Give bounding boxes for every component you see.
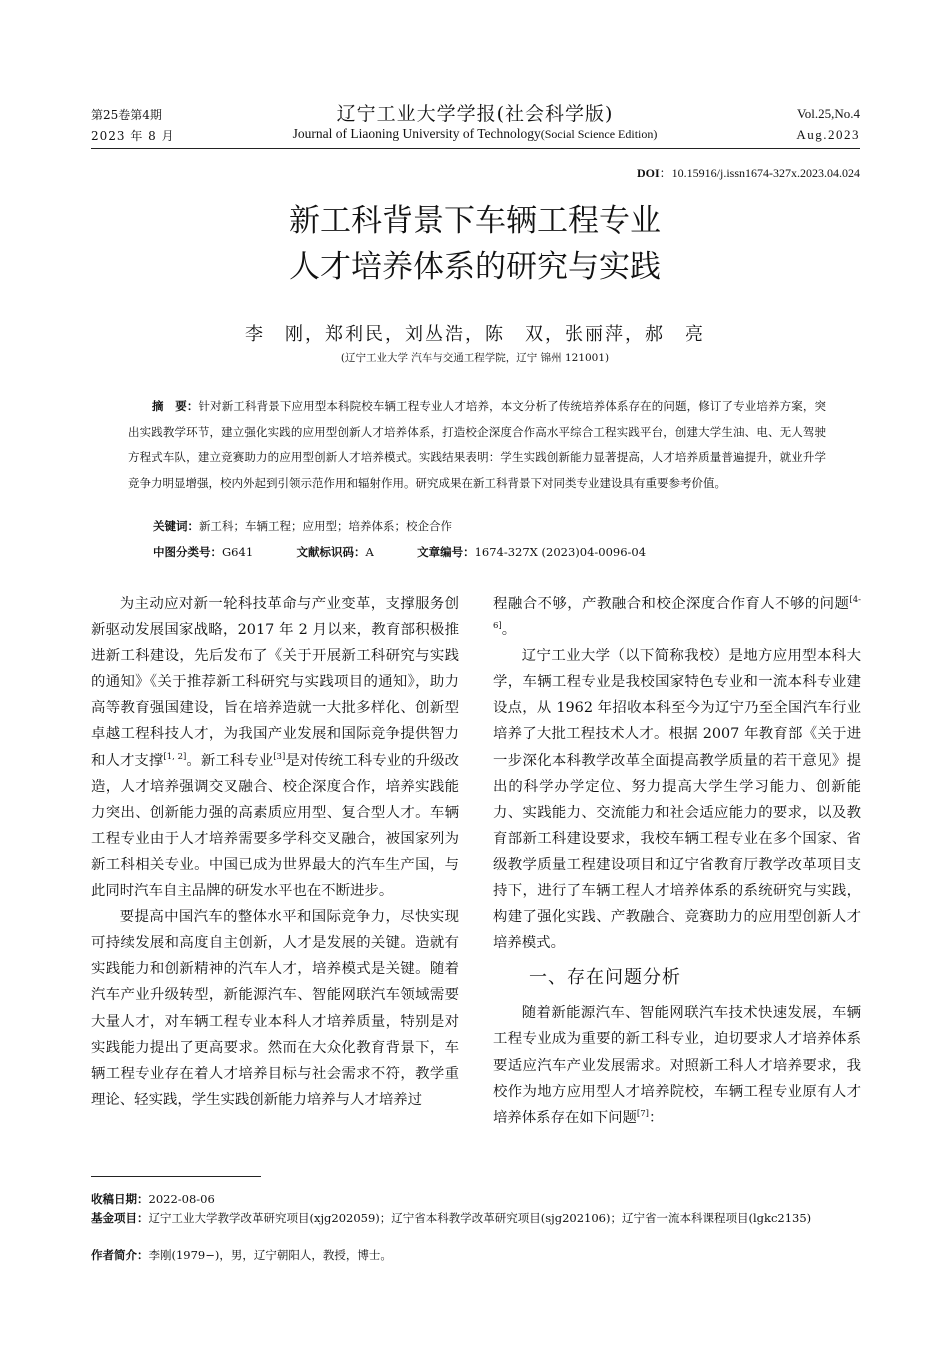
fund-value: 辽宁工业大学教学改革研究项目(xjg202059)；辽宁省本科教学改革研究项目(sjg202106)；辽宁省一流本科课程项目(lgkc2135) bbox=[148, 1211, 812, 1225]
doc-code-label: 文献标识码： bbox=[296, 545, 366, 559]
article-number-value: 1674-327X (2023)04-0096-04 bbox=[474, 545, 647, 559]
citation-ref[interactable]: [1, 2] bbox=[163, 751, 187, 762]
doi-label: DOI bbox=[636, 166, 660, 180]
section-heading: 一、存在问题分析 bbox=[529, 967, 681, 989]
affiliation: (辽宁工业大学 汽车与交通工程学院，辽宁 锦州 121001) bbox=[340, 352, 610, 364]
paragraph-text: 为主动应对新一轮科技革命与产业变革，支撑服务创新驱动发展国家战略，2017 年 2 月以来，教育部积极推进新工科建设，先后发布了《关于开展新工科研究与实践的通知》《关于推荐新工科研究与实践项目的通知》，助力高等教育强国建设，旨在培养造就一大批多样化、创新型卓越工程科技人才，为我国产业发展和国际竞争提供智力和人才支撑 bbox=[91, 596, 459, 769]
article-title bbox=[120, 198, 830, 290]
doc-code-value: A bbox=[365, 545, 374, 559]
paragraph-text: 是对传统工科专业的升级改造，人才培养强调交叉融合、校企深度合作，培养实践能力突出、创新能力强的高素质应用型、复合型人才。车辆工程专业由于人才培养需要多学科交叉融合，被国家列为新工科相关专业。中国已成为世界最大的汽车生产国，与此同时汽车自主品牌的研发水平也在不断进步。 bbox=[91, 752, 459, 900]
body-paragraph: 要提高中国汽车的整体水平和国际竞争力，尽快实现可持续发展和高度自主创新，人才是发展的关键。造就有实践能力和创新精神的汽车人才，培养模式是关键。随着汽车产业升级转型，新能源汽车、智能网联汽车领域需要大量人才，对车辆工程专业本科人才培养质量，特别是对实践能力提出了更高要求。然而在大众化教育背景下，车辆工程专业存在着人才培养目标与社会需求不符，教学重理论、轻实践，学生实践创新能力培养与人才培养过 bbox=[91, 909, 459, 1108]
paragraph-text: 随着新能源汽车、智能网联汽车技术快速发展，车辆工程专业成为重要的新工科专业，迫切要求人才培养体系要适应汽车产业发展需求。对照新工科人才培养要求，我校作为地方应用型人才培养院校，车辆工程专业原有人才培养体系存在如下问题 bbox=[493, 1005, 861, 1126]
clc-label: 中图分类号： bbox=[153, 545, 222, 559]
authors: 李 刚，郑利民，刘丛浩，陈 双，张丽萍，郝 亮 bbox=[245, 324, 705, 345]
keywords-label: 关键词： bbox=[153, 519, 199, 533]
volume-issue-en: Vol.25,No.4 bbox=[797, 106, 860, 121]
journal-title-en bbox=[230, 126, 720, 142]
date-en: Aug.2023 bbox=[796, 127, 860, 142]
received-value: 2022-08-06 bbox=[148, 1192, 215, 1206]
journal-title-en-main: Journal of Liaoning University of Technology bbox=[292, 126, 541, 141]
received-label: 收稿日期： bbox=[91, 1192, 149, 1206]
footnote-received bbox=[91, 1191, 861, 1208]
article-title-line1: 新工科背景下车辆工程专业 bbox=[289, 203, 661, 239]
clc-value: G641 bbox=[222, 545, 254, 559]
right-column bbox=[493, 591, 861, 1131]
paragraph-text: 。新工科专业 bbox=[186, 752, 274, 769]
left-column bbox=[91, 591, 459, 1113]
journal-title-en-sub: (Social Science Edition) bbox=[540, 127, 658, 141]
date-cn: 2023 年 8 月 bbox=[91, 129, 175, 143]
body-paragraph bbox=[91, 591, 459, 904]
body-paragraph bbox=[493, 591, 861, 643]
footnote-rule bbox=[91, 1176, 261, 1177]
author-value: 李刚(1979−)，男，辽宁朝阳人，教授，博士。 bbox=[148, 1248, 392, 1262]
journal-title-cn: 辽宁工业大学学报(社会科学版) bbox=[336, 103, 614, 125]
body-paragraph: 辽宁工业大学（以下简称我校）是地方应用型本科大学，车辆工程专业是我校国家特色专业和一流本科专业建设点，从 1962 年招收本科至今为辽宁乃至全国汽车行业培养了大批工程技术人才。根据 2007 年教育部《关于进一步深化本科教学改革全面提高教学质量的若干意见》提出的科学办学定位、努力提高大学生学习能力、创新能力、实践能力、交流能力和社会适应能力的要求，以及教育部新工科建设要求，我校车辆工程专业在多个国家、省级教学质量工程建设项目和辽宁省教育厅教学改革项目支持下，进行了车辆工程人才培养体系的系统研究与实践，构建了强化实践、产教融合、竞赛助力的应用型创新人才培养模式。 bbox=[493, 648, 861, 952]
article-title-line2: 人才培养体系的研究与实践 bbox=[289, 249, 661, 285]
abstract-label: 摘 要： bbox=[152, 399, 199, 413]
article-number-label: 文章编号： bbox=[417, 545, 475, 559]
footnote-author bbox=[91, 1247, 861, 1264]
footnote-fund bbox=[91, 1210, 933, 1227]
citation-ref[interactable]: [3] bbox=[273, 751, 286, 762]
author-label: 作者简介： bbox=[91, 1248, 149, 1262]
abstract-text: 针对新工科背景下应用型本科院校车辆工程专业人才培养，本文分析了传统培养体系存在的问题，修订了专业培养方案，突出实践教学环节，建立强化实践的应用型创新人才培养体系，打造校企深度合作高水平综合工程实践平台，创建大学生油、电、无人驾驶方程式车队，建立竞赛助力的应用型创新人才培养模式。实践结果表明：学生实践创新能力显著提高，人才培养质量普遍提升，就业升学竞争力明显增强，校内外起到引领示范作用和辐射作用。研究成果在新工科背景下对同类专业建设具有重要参考价值。 bbox=[128, 399, 827, 490]
header-rule bbox=[91, 148, 860, 149]
paragraph-text: ： bbox=[648, 1109, 664, 1126]
keywords bbox=[153, 518, 833, 534]
citation-ref[interactable]: [7] bbox=[636, 1108, 649, 1119]
volume-issue-cn: 第25卷第4期 bbox=[91, 108, 162, 122]
keywords-text: 新工科；车辆工程；应用型；培养体系；校企合作 bbox=[199, 519, 452, 533]
citation-ref[interactable]: [4-6] bbox=[493, 595, 861, 632]
paragraph-text: 程融合不够，产教融合和校企深度合作育人不够的问题 bbox=[493, 596, 850, 612]
fund-label: 基金项目： bbox=[91, 1211, 149, 1225]
body-paragraph bbox=[493, 1000, 861, 1130]
doi-value: ：10.15916/j.issn1674-327x.2023.04.024 bbox=[659, 166, 860, 180]
abstract bbox=[128, 394, 826, 496]
paragraph-text: 。 bbox=[501, 622, 517, 639]
doi[interactable] bbox=[637, 164, 860, 181]
classification bbox=[153, 544, 833, 560]
